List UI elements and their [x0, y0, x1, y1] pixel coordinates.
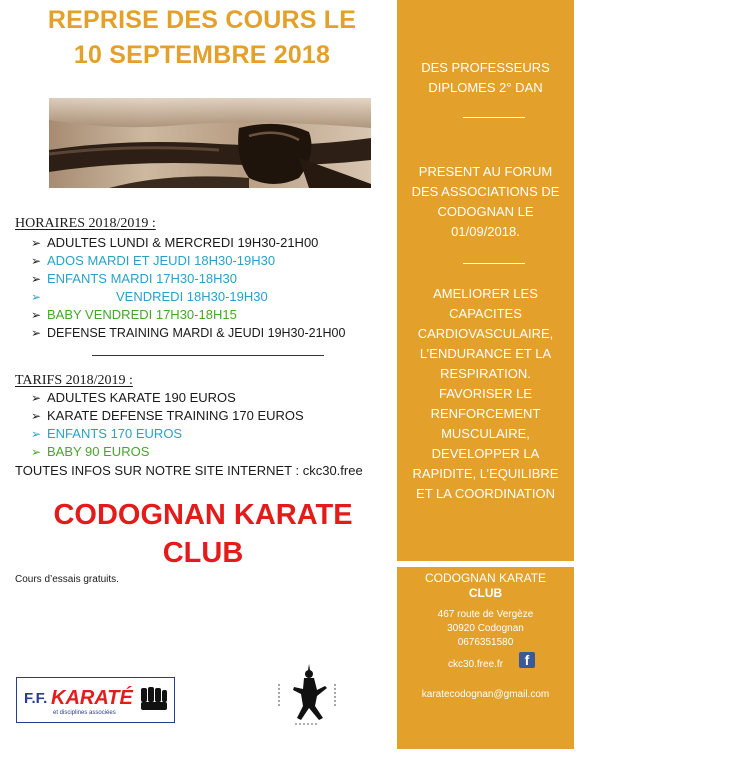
- tarifs-list: [31, 389, 304, 461]
- facebook-icon[interactable]: f: [519, 652, 535, 668]
- karate-belt-image: [49, 98, 371, 188]
- club-name-line-1: CODOGNAN KARATE: [53, 499, 353, 531]
- arrow-bullet-icon: ➢: [31, 290, 42, 304]
- belt-photo-icon: [49, 98, 371, 188]
- contact-address: 467 route de Vergèze 30920 Codognan 0676351580: [437, 609, 534, 648]
- contact-website-link[interactable]: ckc30.free.fr: [448, 659, 504, 670]
- arrow-bullet-icon: ➢: [31, 254, 42, 268]
- page-title: [12, 3, 392, 73]
- club-name-heading: [18, 496, 388, 572]
- club-emblem: [271, 660, 343, 732]
- arrow-bullet-icon: ➢: [31, 391, 42, 405]
- contact-email-link[interactable]: karatecodognan@gmail.com: [421, 689, 550, 700]
- list-item: ➢ VENDREDI 18H30-19H30: [31, 289, 268, 304]
- site-info-text: TOUTES INFOS SUR NOTRE SITE INTERNET : ckc30.free: [15, 463, 363, 478]
- title-line-2: 10 SEPTEMBRE 2018: [73, 41, 331, 69]
- forum-text: PRESENT AU FORUM DES ASSOCIATIONS DE CODOGNAN LE 01/09/2018.: [411, 164, 560, 239]
- list-item: ➢ ADULTES LUNDI & MERCREDI 19H30-21H00: [31, 235, 319, 250]
- list-item: ➢ ENFANTS MARDI 17H30-18H30: [31, 271, 238, 286]
- list-item: ➢ KARATE DEFENSE TRAINING 170 EUROS: [31, 408, 304, 423]
- horaires-heading: HORAIRES 2018/2019 :: [15, 216, 156, 231]
- tarifs-heading: TARIFS 2018/2019 :: [15, 373, 133, 388]
- column-divider: [463, 117, 525, 118]
- fist-icon: [141, 687, 167, 710]
- column-divider: [463, 263, 525, 264]
- ffkarate-logo: [16, 677, 175, 723]
- arrow-bullet-icon: ➢: [31, 445, 42, 459]
- list-item: ➢ DEFENSE TRAINING MARDI & JEUDI 19H30-21H00: [31, 326, 346, 340]
- arrow-bullet-icon: ➢: [31, 409, 42, 423]
- section-divider: [92, 355, 324, 356]
- professors-text: DES PROFESSEURS DIPLOMES 2° DAN: [421, 60, 550, 95]
- ffkarate-logo-icon: [17, 678, 174, 722]
- club-name-line-2: CLUB: [162, 537, 244, 569]
- horaires-list: [31, 234, 345, 342]
- arrow-bullet-icon: ➢: [31, 236, 42, 250]
- list-item: ➢ BABY 90 EUROS: [31, 444, 150, 459]
- contact-club-name: CODOGNAN KARATE CLUB: [424, 571, 547, 600]
- ffk-name: KARATÉ: [51, 687, 133, 709]
- arrow-bullet-icon: ➢: [31, 326, 42, 340]
- list-item: ➢ ENFANTS 170 EUROS: [31, 426, 183, 441]
- karateka-icon: [271, 660, 343, 732]
- arrow-bullet-icon: ➢: [31, 272, 42, 286]
- arrow-bullet-icon: ➢: [31, 308, 42, 322]
- trial-text: Cours d’essais gratuits.: [15, 574, 119, 585]
- title-line-1: REPRISE DES COURS LE: [47, 6, 357, 34]
- list-item: ➢ ADOS MARDI ET JEUDI 18H30-19H30: [31, 253, 276, 268]
- ffk-sub: et disciplines associées: [53, 710, 116, 716]
- list-item: ➢ BABY VENDREDI 17H30-18H15: [31, 307, 237, 322]
- list-item: ➢ ADULTES KARATE 190 EUROS: [31, 390, 236, 405]
- benefits-text: AMELIORER LES CAPACITES CARDIOVASCULAIRE, L’ENDURANCE ET LA RESPIRATION. FAVORISER LE RENFORCEMENT MUSCULAIRE, DEVELOPPER LA RAPIDITE, L’EQUILIBRE ET LA COORDINATION: [412, 286, 559, 501]
- ffk-prefix: F.F.: [24, 690, 48, 707]
- arrow-bullet-icon: ➢: [31, 427, 42, 441]
